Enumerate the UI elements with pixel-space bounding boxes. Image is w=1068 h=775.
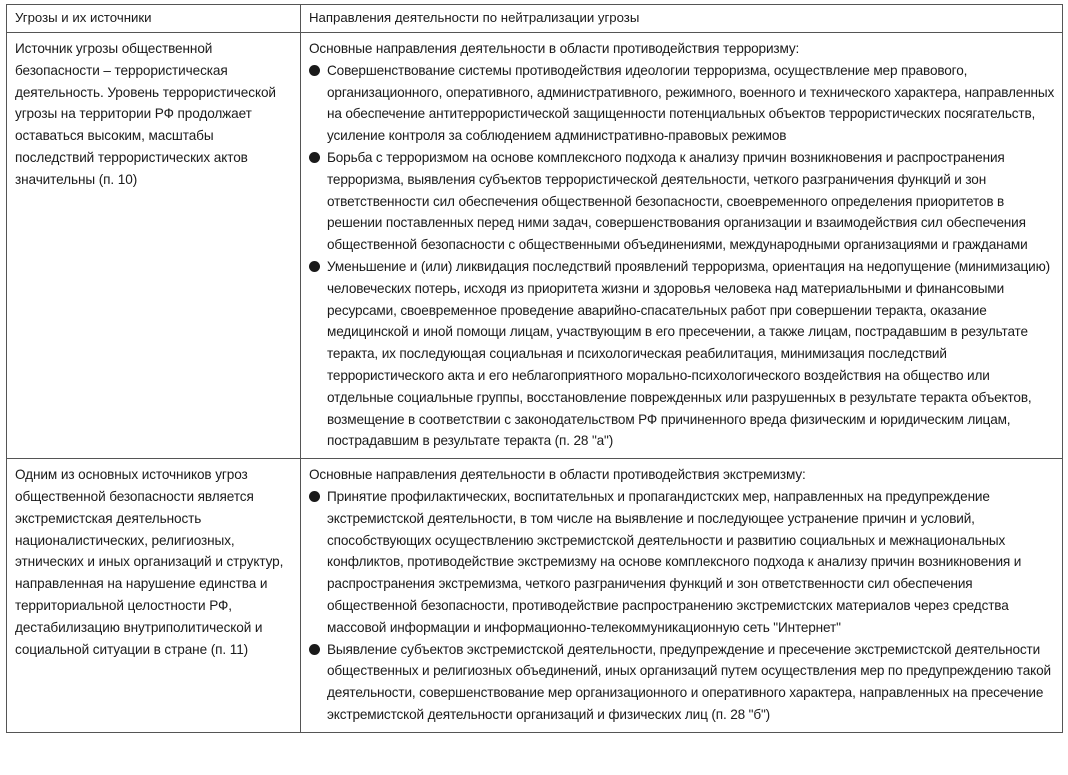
- list-item-text: Принятие профилактических, воспитательных и пропагандистских мер, направленных на предупреждение экстремистской деятельности, в том числе на выявление и последующее устранение причин и условий, способствующих осуществлению экстремистской деятельности и развитию социальных и межнациональных конфликтов, противодействие экстремизму на основе комплексного подхода к анализу причин возникновения и распространения экстремизма, четкого разграничения функций и зон ответственности сил обеспечения общественной безопасности, противодействие распространению экстремистских материалов через средства массовой информации и информационно-телекоммуникационную сеть "Интернет": [327, 488, 1022, 635]
- list-item: [309, 147, 1056, 256]
- list-item-text: Совершенствование системы противодействия идеологии терроризма, осуществление мер правового, организационного, оперативного, административного, режимного, военного и технического характера, направленных на обеспечение антитеррористической защищенности потенциальных объектов террористических посягательств, усиление контроля за соблюдением административно-правовых режимов: [327, 62, 1055, 144]
- table-row-extremism: [7, 459, 1063, 733]
- threat-source-terrorism: Источник угрозы общественной безопасности – террористическая деятельность. Уровень террористической угрозы на территории РФ продолжает оставаться высоким, масштабы последствий террористических актов значительны (п. 10): [7, 33, 301, 459]
- table-row-terrorism: [7, 33, 1063, 459]
- bullet-list-terrorism: [309, 60, 1056, 452]
- list-item-text: Выявление субъектов экстремистской деятельности, предупреждение и пресечение экстремистской деятельности общественных и религиозных объединений, иных организаций путем осуществления мер по предупреждению такой деятельности, совершенствование мер организационного и оперативного характера, направленных на пресечение экстремистской деятельности организаций и физических лиц (п. 28 "б"): [327, 641, 1051, 722]
- list-item-text: Борьба с терроризмом на основе комплексного подхода к анализу причин возникновения и распространения терроризма, выявления субъектов террористической деятельности, четкого разграничения функций и зон ответственности сил обеспечения общественной безопасности, своевременного определения приоритетов в решении поставленных перед ними задач, совершенствования организации и взаимодействия сил обеспечения общественной безопасности с общественными объединениями, международными организациями и гражданами: [327, 149, 1028, 253]
- bullet-icon: [309, 491, 320, 502]
- threat-source-extremism: Одним из основных источников угроз общественной безопасности является экстремистская деятельность националистических, религиозных, этнических и иных организаций и структур, направленная на нарушение единства и территориальной целостности РФ, дестабилизацию внутриполитической и социальной ситуации в стране (п. 11): [7, 459, 301, 733]
- threats-table: [6, 4, 1063, 733]
- table-header-row: [7, 5, 1063, 33]
- bullet-icon: [309, 152, 320, 163]
- list-item: [309, 486, 1056, 639]
- section-title-terrorism: Основные направления деятельности в области противодействия терроризму:: [309, 41, 800, 56]
- header-neutralization-directions: Направления деятельности по нейтрализации угрозы: [301, 5, 1063, 33]
- list-item-text: Уменьшение и (или) ликвидация последствий проявлений терроризма, ориентация на недопущение (минимизацию) человеческих потерь, исходя из приоритета жизни и здоровья человека над материальными и финансовыми ресурсами, своевременное проведение аварийно-спасательных работ при совершении теракта, оказание медицинской и иной помощи лицам, участвующим в его пресечении, а также лицам, пострадавшим в результате теракта, их последующая социальная и психологическая реабилитация, минимизация последствий террористического акта и его неблагоприятного морально-психологического воздействия на общество или отдельные социальные группы, восстановление поврежденных или разрушенных в результате теракта объектов, возмещение в соответствии с законодательством РФ причиненного вреда физическим и юридическим лицам, пострадавшим в результате теракта (п. 28 "а"): [327, 258, 1050, 449]
- header-threats-sources: Угрозы и их источники: [7, 5, 301, 33]
- list-item: [309, 60, 1056, 147]
- list-item: [309, 639, 1056, 726]
- bullet-icon: [309, 644, 320, 655]
- directions-terrorism: [301, 33, 1063, 459]
- bullet-icon: [309, 261, 320, 272]
- bullet-list-extremism: [309, 486, 1056, 726]
- list-item: [309, 256, 1056, 452]
- bullet-icon: [309, 65, 320, 76]
- section-title-extremism: Основные направления деятельности в области противодействия экстремизму:: [309, 467, 806, 483]
- directions-extremism: [301, 459, 1063, 733]
